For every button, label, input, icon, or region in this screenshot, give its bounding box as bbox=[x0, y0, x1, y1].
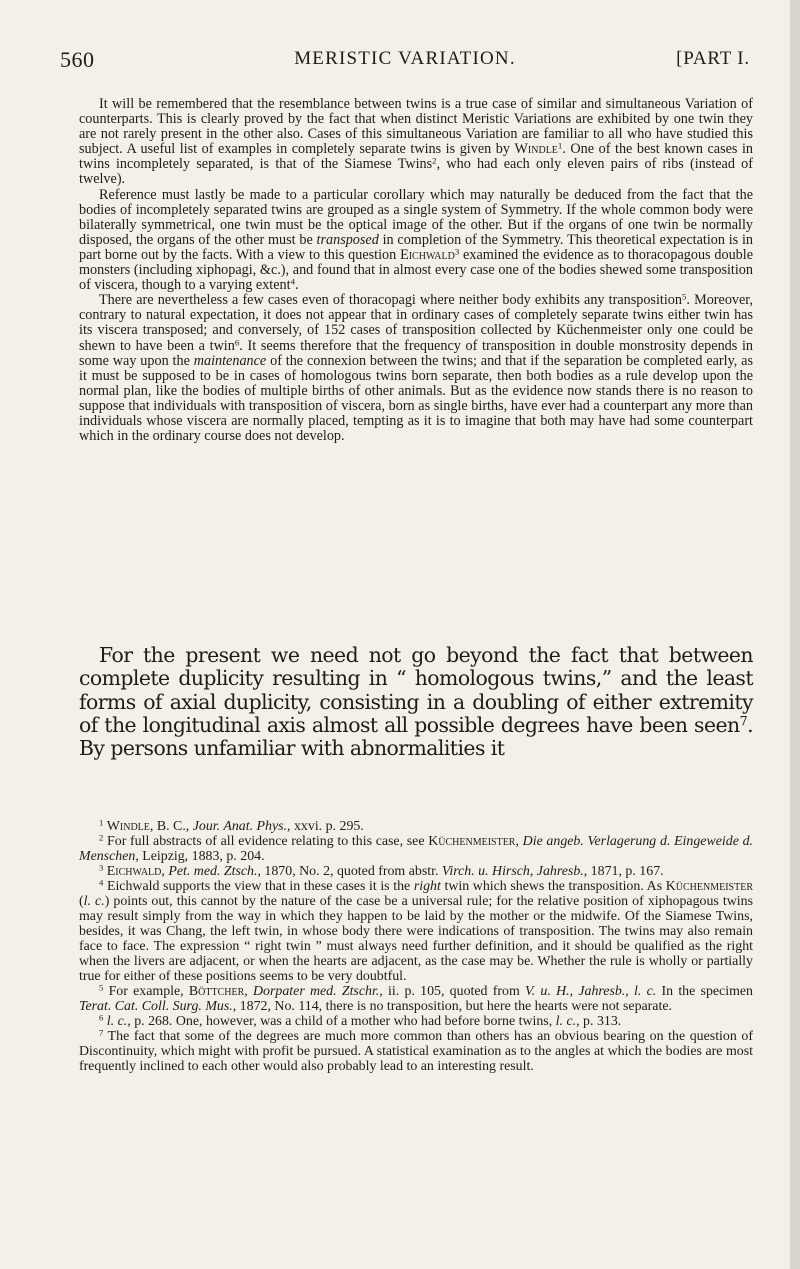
footnote bbox=[79, 1014, 753, 1029]
author-name: Eichwald bbox=[106, 864, 162, 879]
footnote-text: Eichwald supports the view that in these cases it is the bbox=[106, 879, 414, 894]
footnote-text: , bbox=[515, 834, 523, 849]
footnote bbox=[79, 819, 753, 834]
footnote-text: , bbox=[161, 864, 169, 879]
author-name: Böttcher bbox=[188, 984, 245, 999]
footnote-text: , p. 268. One, however, was a child of a mother who had before borne twins, bbox=[127, 1014, 556, 1029]
footnote-text: , xxvi. p. 295. bbox=[287, 819, 364, 834]
author-name: Küchenmeister bbox=[428, 834, 516, 849]
body-text-small bbox=[79, 97, 753, 444]
emphasis: maintenance bbox=[193, 352, 267, 369]
footnote-ref: 6 bbox=[234, 337, 240, 348]
footnote-text: , ii. p. 105, quoted from bbox=[379, 984, 526, 999]
author-name: Eichwald bbox=[400, 246, 455, 263]
footnote-text: , p. 313. bbox=[576, 1014, 622, 1029]
paragraph: For the present we need not go beyond the fact that between complete duplicity resulting in “ homologous twins,” and the least forms of axial duplicity, consisting in a doubling of either extremity of the longitudinal axis almost all possible degrees have been seen$^7$. By persons unfamiliar with abnormalities it bbox=[79, 643, 753, 761]
footnote-text: ( bbox=[79, 894, 84, 909]
footnote-text: twin which shews the transposition. As bbox=[440, 879, 666, 894]
footnote-text: In the specimen bbox=[656, 984, 753, 999]
footnote bbox=[79, 984, 753, 1014]
footnote-number: 6 bbox=[99, 1012, 104, 1023]
paragraph: There are nevertheless a few cases even of thoracopagi where neither body exhibits any transposition$^5$. Moreover, contrary to natural expectation, it does not appear that in ordinary cases of completely separate twins either twin has its viscera transposed; and conversely, of 152 cases of transposition collected by Küchenmeister only one could be shewn to have been a twin$^6$. It seems therefore that the frequency of transposition in double monstrosity depends in some way upon the maintenance of the connexion between the twins; and that if the separation be completed early, as it must be supposed to be in cases of homologous twins born separate, then both bodies as a rule develop upon the normal plan, like the bodies of multiple births of other animals. But as the evidence now stands there is no reason to suppose that individuals with transposition of viscera, born as single births, have ever had a counterpart any more than individuals whose viscera are normally placed, tempting as it is to imagine that both may have had some counterpart which in the ordinary course does not develop. bbox=[79, 291, 754, 445]
running-title: MERISTIC VARIATION. bbox=[294, 48, 516, 69]
footnote-ref: 4 bbox=[290, 276, 295, 287]
footnote bbox=[79, 864, 753, 879]
author-name: Küchenmeister bbox=[665, 879, 753, 894]
footnote-text: The fact that some of the degrees are much more common than others has an obvious bearing on the question of Discontinuity, which might with profit be pursued. A statistical examination as to the angles at which the bodies are most frequently inclined to each other would also probably lead to an interesting result. bbox=[79, 1029, 753, 1074]
footnote bbox=[79, 834, 753, 864]
footnote-number: 5 bbox=[99, 982, 104, 993]
emphasis: l. c. bbox=[106, 1014, 128, 1029]
footnote-number: 7 bbox=[99, 1027, 104, 1038]
emphasis: transposed bbox=[316, 231, 379, 248]
footnote bbox=[79, 879, 753, 984]
footnote-ref: 1 bbox=[557, 140, 563, 151]
page-edge bbox=[790, 0, 800, 1269]
footnote-text: For full abstracts of all evidence relating to this case, see bbox=[107, 834, 429, 849]
emphasis: l. c. bbox=[83, 894, 105, 909]
page-header bbox=[60, 47, 750, 83]
emphasis: Pet. med. Ztsch. bbox=[168, 864, 258, 879]
footnote-ref: 3 bbox=[454, 246, 460, 257]
paragraph: Reference must lastly be made to a particular corollary which may naturally be deduced from the fact that the bodies of incompletely separated twins are grouped as a single system of Symmetry. If the whole common body were bilaterally symmetrical, one twin must be the optical image of the other. But if the organs of one twin be normally disposed, the organs of the other must be transposed in completion of the Symmetry. This theoretical expectation is in part borne out by the facts. With a view to this question Eichwald$^3$ examined the evidence as to thoracopagous double monsters (including xiphopagi, &c.), and found that in almost every case one of the bodies shewed some transposition of viscera, though to a varying extent$^4$. bbox=[79, 186, 753, 294]
paragraph: It will be remembered that the resemblance between twins is a true case of similar and simultaneous Variation of counterparts. This is clearly proved by the fact that when distinct Meristic Variations are exhibited by one twin they are not rarely present in the other also. Cases of this simultaneous Variation are familiar to all who have studied this subject. A useful list of examples in completely separate twins is given by Windle$^1$. One of the best known cases in twins incompletely separated, is that of the Siamese Twins$^2$, who had each only eleven pairs of ribs (instead of twelve). bbox=[79, 96, 754, 188]
emphasis: right bbox=[413, 879, 441, 894]
footnote-number: 2 bbox=[99, 832, 104, 843]
footnote-number: 4 bbox=[99, 877, 104, 888]
author-name: Windle bbox=[514, 141, 558, 158]
part-label: [PART I. bbox=[676, 48, 750, 69]
emphasis: V. u. H., Jahresb., l. c. bbox=[525, 984, 657, 999]
footnote-number: 3 bbox=[99, 862, 104, 873]
footnote-number: 1 bbox=[99, 817, 104, 828]
footnote-ref: 7 bbox=[739, 713, 748, 729]
footnotes bbox=[79, 819, 753, 1074]
footnote-text: , B. C., bbox=[149, 819, 193, 834]
author-name: Windle bbox=[106, 819, 150, 834]
footnote-text: , Leipzig, 1883, p. 204. bbox=[135, 849, 265, 864]
emphasis: Terat. Cat. Coll. Surg. Mus. bbox=[79, 999, 233, 1014]
emphasis: Jour. Anat. Phys. bbox=[192, 819, 288, 834]
footnote-text: , 1870, No. 2, quoted from abstr. bbox=[257, 864, 442, 879]
footnote bbox=[79, 1029, 753, 1074]
body-text-large bbox=[79, 644, 753, 760]
emphasis: Die angeb. Verlagerung d. Eingeweide d. Menschen bbox=[79, 834, 753, 864]
footnote-text: , 1871, p. 167. bbox=[583, 864, 664, 879]
footnote-text: For example, bbox=[108, 984, 189, 999]
footnote-text: , 1872, No. 114, there is no transposition, but here the hearts were not separate. bbox=[232, 999, 672, 1014]
page-number: 560 bbox=[60, 47, 95, 72]
footnote-text: ) points out, this cannot by the nature of the case be a universal rule; for the relative position of xiphopagous twins may result simply from the way in which they happen to be laid by the mother or the midwife. Of the Siamese Twins, besides, it was Chang, the left twin, in whose body there were indications of transposition. The twins may also remain face to face. The expression “ right twin ” must always need further definition, and it should be qualified as the right when the livers are adjacent, or when the hearts are adjacent, as the case may be. Whether the rule is wholly or partially true for either of these positions seems to be very doubtful. bbox=[79, 894, 753, 984]
footnote-text: , bbox=[244, 984, 254, 999]
emphasis: Dorpater med. Ztschr. bbox=[253, 984, 380, 999]
footnote-ref: 5 bbox=[681, 291, 687, 302]
emphasis: Virch. u. Hirsch, Jahresb. bbox=[441, 864, 584, 879]
footnote-ref: 2 bbox=[432, 155, 437, 166]
emphasis: l. c. bbox=[555, 1014, 577, 1029]
